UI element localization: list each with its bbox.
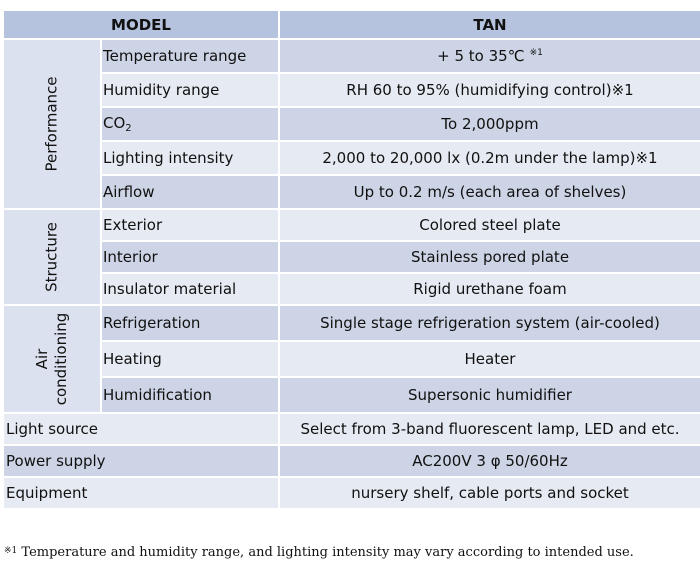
row-value: nursery shelf, cable ports and socket [280, 478, 700, 508]
row-value: 2,000 to 20,000 lx (0.2m under the lamp)※1 [280, 142, 700, 174]
row-label: Interior [102, 242, 278, 272]
table-row [4, 274, 700, 304]
group-structure-label: Structure [42, 222, 61, 292]
footnote-mark: ※1 [529, 48, 543, 58]
table-row [4, 142, 700, 174]
row-value: Heater [280, 342, 700, 376]
row-label: Temperature range [102, 40, 278, 72]
row-label: $CO_2$ [102, 108, 278, 140]
row-label: Equipment [4, 478, 278, 508]
row-value: Stainless pored plate [280, 242, 700, 272]
table-row [4, 446, 700, 476]
table-row [4, 40, 700, 72]
table-row [4, 478, 700, 508]
row-label: Airflow [102, 176, 278, 208]
row-value: Colored steel plate [280, 210, 700, 240]
header-tan: TAN [280, 11, 700, 38]
table-row [4, 176, 700, 208]
row-value: To 2,000ppm [280, 108, 700, 140]
row-label: Power supply [4, 446, 278, 476]
group-structure [4, 210, 100, 304]
row-label: Humidification [102, 378, 278, 412]
row-value: Select from 3-band fluorescent lamp, LED and etc. [280, 414, 700, 444]
row-label: Light source [4, 414, 278, 444]
table-row [4, 74, 700, 106]
row-value: Supersonic humidifier [280, 378, 700, 412]
spec-table [2, 9, 700, 510]
table-row [4, 378, 700, 412]
row-value: + 5 to 35℃ $^{※1}$ [280, 40, 700, 72]
table-row [4, 242, 700, 272]
row-label: Insulator material [102, 274, 278, 304]
footnote [4, 545, 634, 560]
footnote-text: Temperature and humidity range, and lighting intensity may vary according to intended use. [17, 545, 634, 560]
table-row [4, 342, 700, 376]
row-value: AC200V 3 φ 50/60Hz [280, 446, 700, 476]
group-performance [4, 40, 100, 208]
table-row [4, 306, 700, 340]
row-label: Heating [102, 342, 278, 376]
group-air-conditioning [4, 306, 100, 412]
row-label: Humidity range [102, 74, 278, 106]
row-label: Lighting intensity [102, 142, 278, 174]
table-row [4, 414, 700, 444]
footnote-mark: ※1 [4, 546, 18, 556]
row-value: Rigid urethane foam [280, 274, 700, 304]
header-model: MODEL [4, 11, 278, 38]
table-header [4, 11, 700, 38]
row-value: Up to 0.2 m/s (each area of shelves) [280, 176, 700, 208]
group-performance-label: Performance [42, 76, 61, 172]
table-row [4, 108, 700, 140]
row-label: Exterior [102, 210, 278, 240]
row-value: RH 60 to 95% (humidifying control)※1 [280, 74, 700, 106]
group-air-conditioning-label: Air conditioning [33, 312, 70, 406]
row-value: Single stage refrigeration system (air-cooled) [280, 306, 700, 340]
table-row [4, 210, 700, 240]
row-label: Refrigeration [102, 306, 278, 340]
